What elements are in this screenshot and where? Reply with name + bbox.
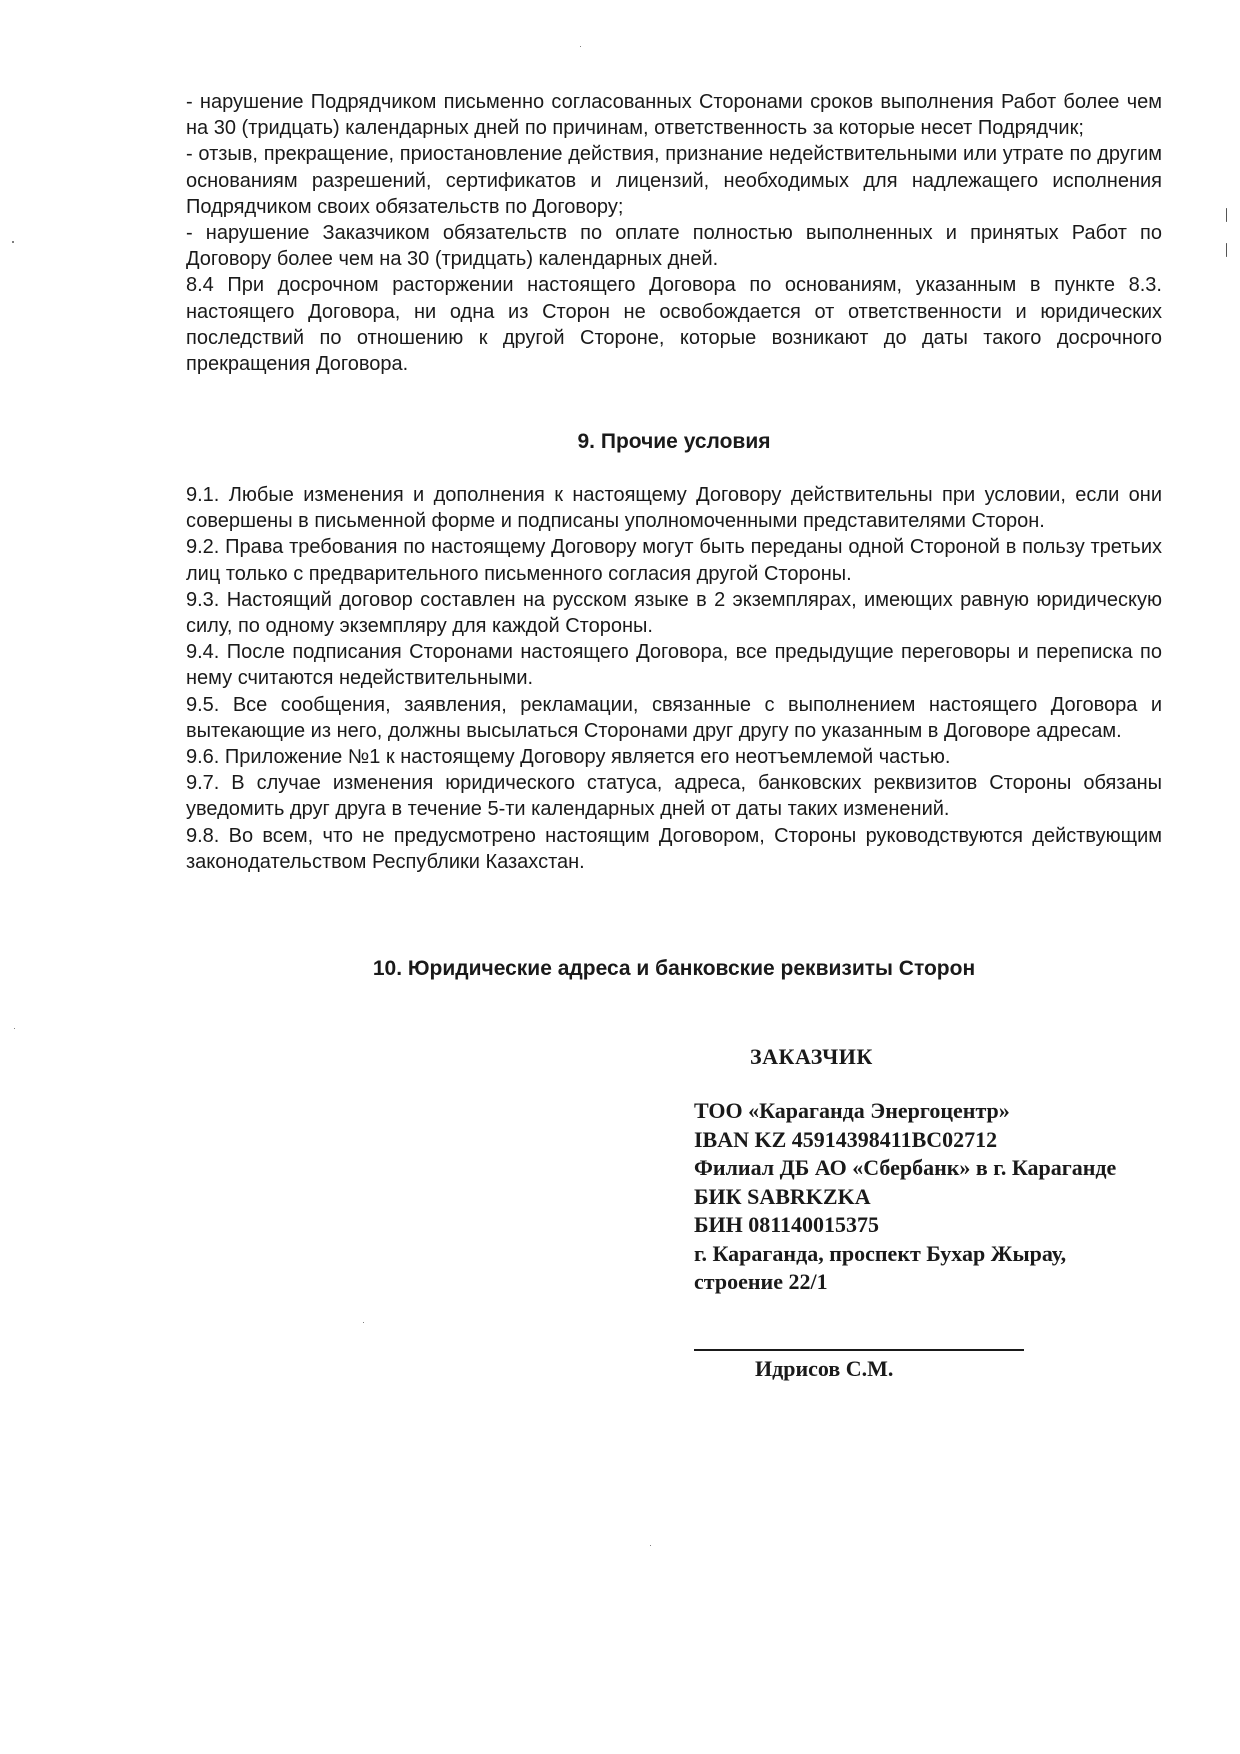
scan-speck: [363, 1322, 364, 1323]
clause-9-2: 9.2. Права требования по настоящему Договору могут быть переданы одной Стороной в пользу третьих лиц только с предварительного письменного согласия другой Стороны.: [186, 536, 1162, 585]
clause-9-3: 9.3. Настоящий договор составлен на русском языке в 2 экземплярах, имеющих равную юридическую силу, по одному экземпляру для каждой Стороны.: [186, 588, 1162, 638]
scan-speck: [1226, 243, 1227, 257]
clause-9-1: 9.1. Любые изменения и дополнения к настоящему Договору действительны при условии, если они совершены в письменной форме и подписаны уполномоченными представителями Сторон.: [186, 484, 1162, 533]
customer-bin: БИН 081140015375: [694, 1212, 880, 1237]
signatory-name: Идрисов С.М.: [755, 1356, 894, 1381]
clause-9-8: 9.8. Во всем, что не предусмотрено настоящим Договором, Стороны руководствуются действующим законодательством Республики Казахстан.: [186, 824, 1162, 873]
clause-paragraph: - нарушение Подрядчиком письменно согласованных Сторонами сроков выполнения Работ более чем на 30 (тридцать) календарных дней по причинам, ответственность за которые несет Подрядчик;: [186, 91, 1162, 140]
clause-paragraph: 8.4 При досрочном расторжении настоящего Договора по основаниям, указанным в пункте 8.3. настоящего Договора, ни одна из Сторон не освобождается от ответственности и юридических последствий по отношению к другой Стороне, которые возникают до даты такого досрочного прекращения Договора.: [186, 274, 1162, 376]
scan-speck: [580, 46, 581, 47]
section-8-continuation: [186, 89, 1162, 377]
clause-9-4: 9.4. После подписания Сторонами настоящего Договора, все предыдущие переговоры и переписка по нему считаются недействительными.: [186, 641, 1162, 690]
customer-address-line-2: строение 22/1: [694, 1269, 828, 1294]
clause-9-6: 9.6. Приложение №1 к настоящему Договору является его неотъемлемой частью.: [186, 746, 951, 769]
customer-bik: БИК SABRKZKA: [694, 1183, 871, 1209]
customer-iban: IBAN KZ 45914398411BC02712: [694, 1126, 998, 1152]
signature-line: [694, 1349, 1024, 1351]
scan-speck: [650, 1545, 651, 1546]
section-10-heading: 10. Юридические адреса и банковские реквизиты Сторон: [372, 957, 976, 980]
scan-speck: [12, 241, 14, 243]
section-9-body: [186, 482, 1162, 875]
customer-company-name: ТОО «Караганда Энергоцентр»: [694, 1098, 1010, 1123]
clause-paragraph: - нарушение Заказчиком обязательств по оплате полностью выполненных и принятых Работ по Договору более чем на 30 (тридцать) календарных дней.: [186, 222, 1162, 271]
clause-9-7: 9.7. В случае изменения юридического статуса, адреса, банковских реквизитов Стороны обязаны уведомить друг друга в течение 5-ти календарных дней от даты таких изменений.: [186, 772, 1162, 821]
clause-9-5: 9.5. Все сообщения, заявления, рекламации, связанные с выполнением настоящего Договора и вытекающие из него, должны высылаться Сторонами друг другу по указанным в Договоре адресам.: [186, 693, 1162, 742]
scan-speck: [14, 1028, 15, 1029]
customer-title: ЗАКАЗЧИК: [750, 1044, 873, 1069]
section-9-heading: 9. Прочие условия: [577, 430, 771, 453]
scan-speck: [1226, 208, 1227, 222]
clause-paragraph: - отзыв, прекращение, приостановление действия, признание недействительными или утрате по другим основаниям разрешений, сертификатов и лицензий, необходимых для надлежащего исполнения Подрядчиком своих обязательств по Договору;: [186, 143, 1162, 218]
customer-requisites: [694, 1097, 1116, 1297]
customer-bank: Филиал ДБ АО «Сбербанк» в г. Караганде: [694, 1155, 1117, 1180]
customer-address-line-1: г. Караганда, проспект Бухар Жырау,: [694, 1240, 1067, 1266]
